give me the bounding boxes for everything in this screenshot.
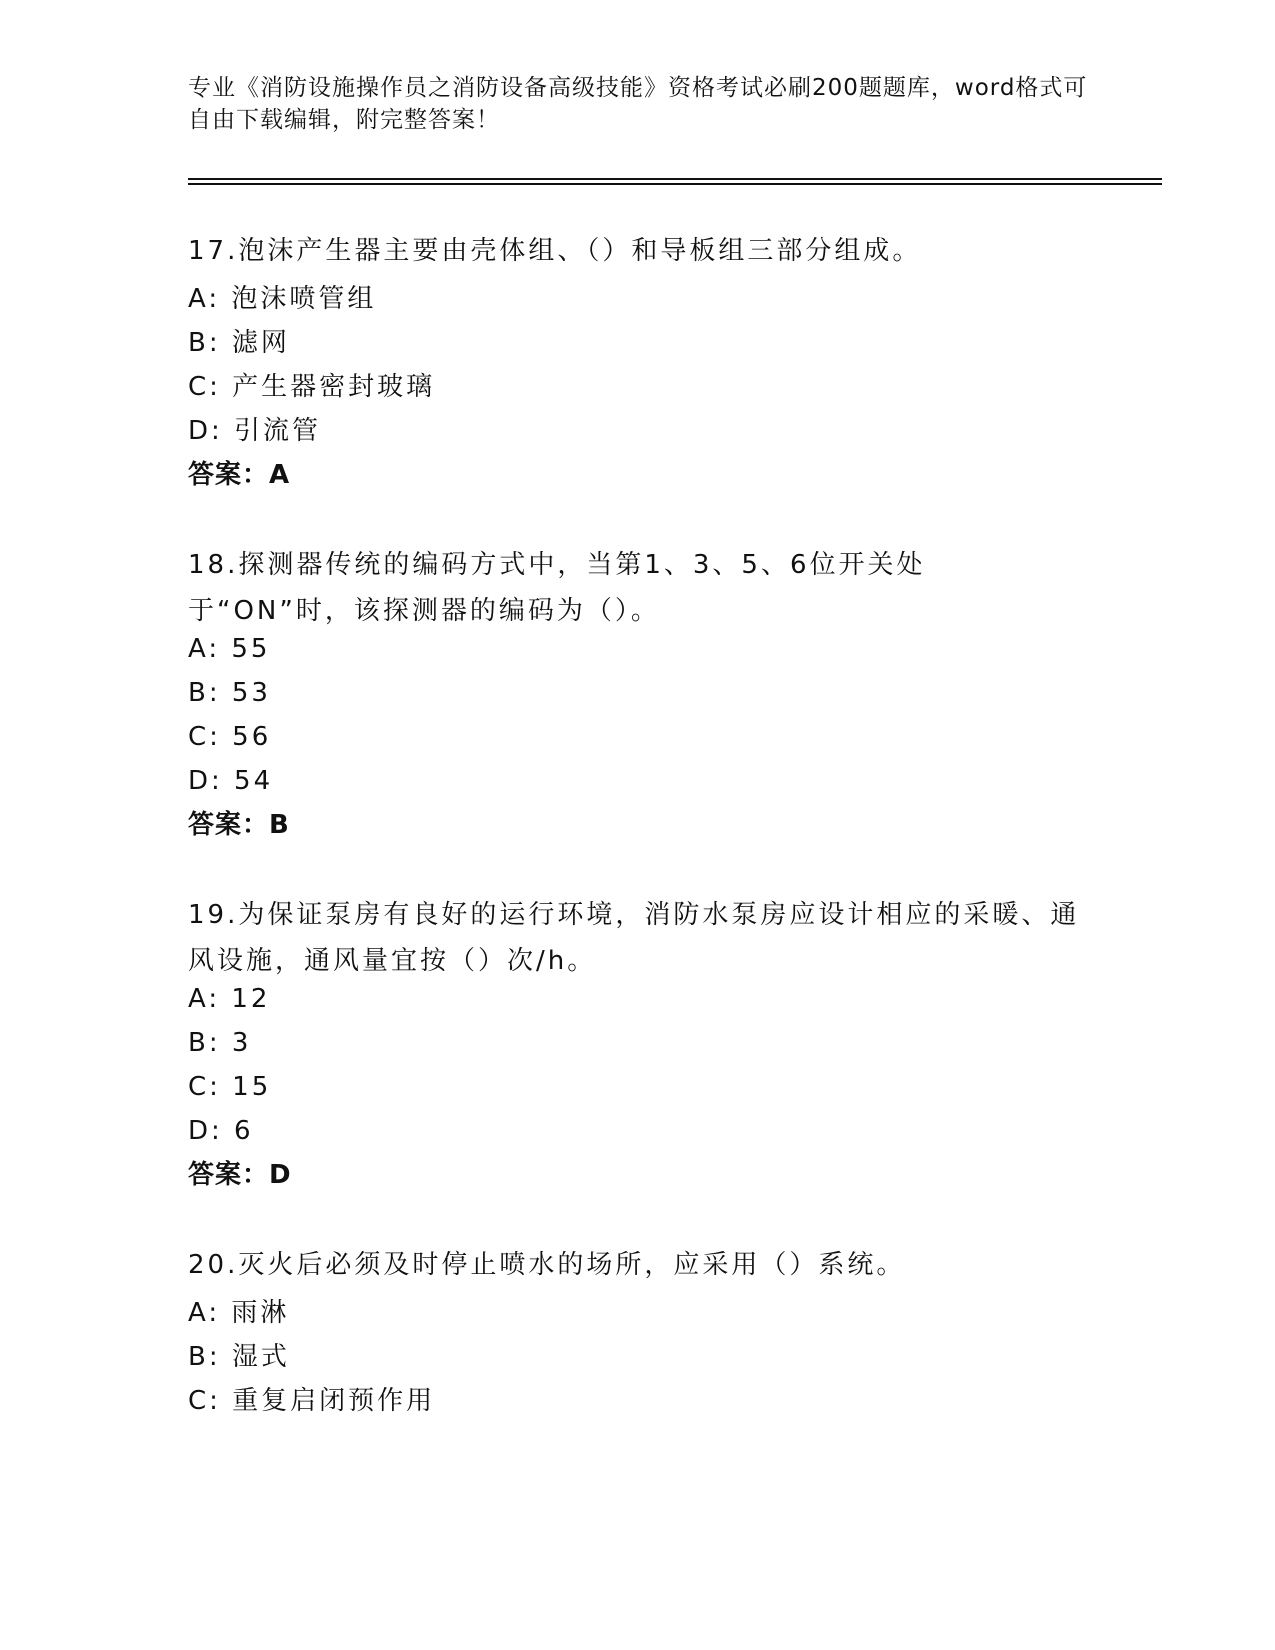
- question-17-option-a: A: 泡沫喷管组: [188, 284, 377, 314]
- question-17-stem: 17.泡沫产生器主要由壳体组、（）和导板组三部分组成。: [188, 236, 922, 266]
- question-17-option-c: C: 产生器密封玻璃: [188, 372, 436, 402]
- question-18-option-c: C: 56: [188, 722, 272, 752]
- question-20-option-c: C: 重复启闭预作用: [188, 1386, 436, 1416]
- question-18-option-d: D: 54: [188, 766, 274, 796]
- document-header: 专业《消防设施操作员之消防设备高级技能》资格考试必刷200题题库，word格式可自由下载编辑，附完整答案！: [188, 75, 1088, 133]
- question-18-stem: 18.探测器传统的编码方式中，当第1、3、5、6位开关处于“ON”时，该探测器的编码为（）。: [188, 550, 926, 626]
- question-19-option-b: B: 3: [188, 1028, 252, 1058]
- question-20-option-a: A: 雨淋: [188, 1298, 290, 1328]
- header-divider-bottom: [188, 183, 1162, 185]
- question-19-option-d: D: 6: [188, 1116, 254, 1146]
- question-19-answer: 答案：D: [188, 1160, 292, 1190]
- question-17-option-d: D: 引流管: [188, 416, 322, 446]
- question-19-stem: 19.为保证泵房有良好的运行环境，消防水泵房应设计相应的采暖、通风设施，通风量宜按（）次/h。: [188, 900, 1080, 976]
- header-divider-top: [188, 178, 1162, 180]
- question-20-stem: 20.灭火后必须及时停止喷水的场所，应采用（）系统。: [188, 1250, 906, 1280]
- question-18-answer: 答案：B: [188, 810, 290, 840]
- question-17-option-b: B: 滤网: [188, 328, 290, 358]
- question-20-option-b: B: 湿式: [188, 1342, 290, 1372]
- question-18-option-a: A: 55: [188, 634, 271, 664]
- question-18-option-b: B: 53: [188, 678, 271, 708]
- question-17-answer: 答案：A: [188, 460, 291, 490]
- question-19-option-c: C: 15: [188, 1072, 272, 1102]
- question-19-option-a: A: 12: [188, 984, 271, 1014]
